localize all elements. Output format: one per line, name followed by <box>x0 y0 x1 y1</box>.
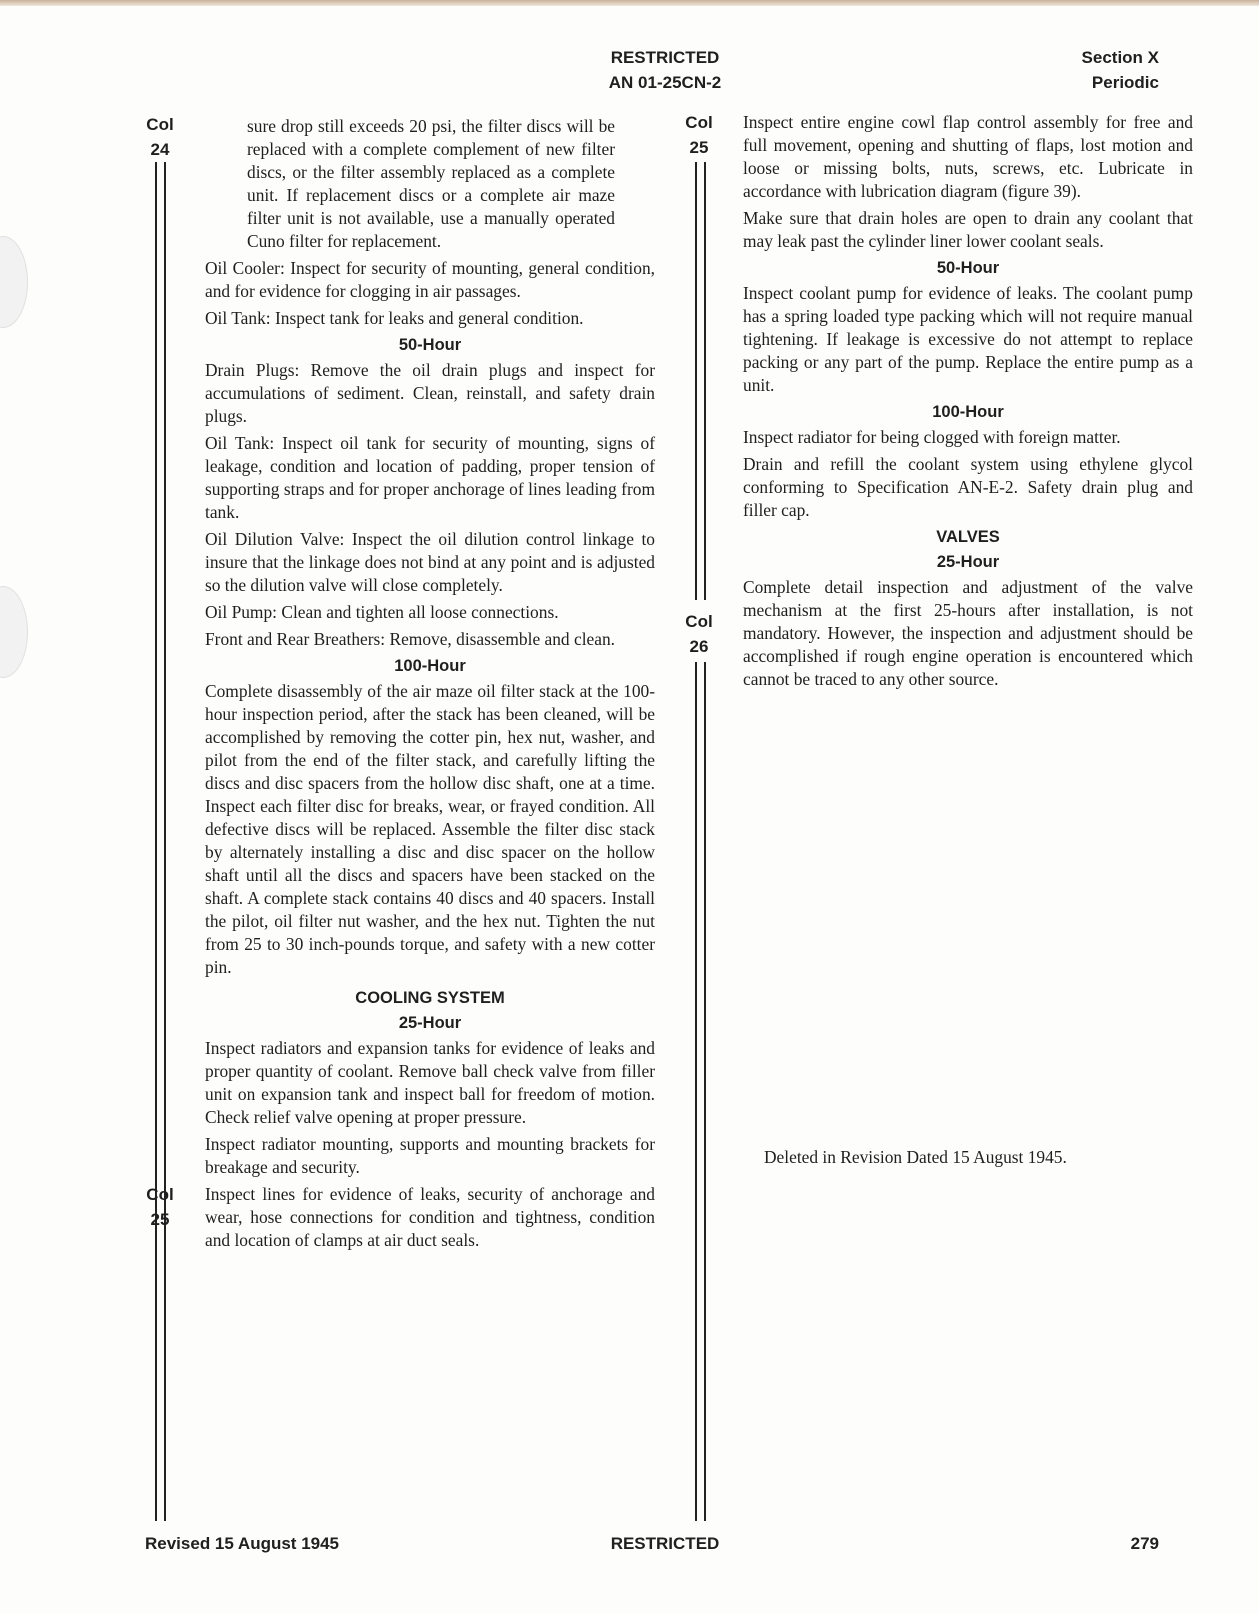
paragraph-filter-disassembly: Complete disassembly of the air maze oil filter stack at the 100-hour inspection period, after the stack has been cleaned, will be accomplished by removing the cotter pin, hex nut, washer, and pilot from the end of the filter stack, and carefully lifting the discs and disc spacers from the hollow disc shaft, one at a time. Inspect each filter disc for breaks, wear, or frayed condition. All defective discs will be replaced. Assemble the filter disc stack by alternately installing a disc and disc spacer on the hollow shaft until all the discs and spacers have been stacked on the shaft. A complete stack contains 40 discs and 40 spacers. Install the pilot, oil filter nut washer, and the hex nut. Tighten the nut from 25 to 30 inch-pounds torque, and safety with a new cotter pin. <box>205 681 655 977</box>
header-section: Section X <box>1081 48 1159 67</box>
col-number: 24 <box>150 140 170 159</box>
footer-classification: RESTRICTED <box>610 1534 720 1553</box>
paragraph-drain-holes: Make sure that drain holes are open to drain any coolant that may leak past the cylinder liner lower coolant seals. <box>743 208 1193 251</box>
paragraph-coolant-pump: Inspect coolant pump for evidence of leaks. The coolant pump has a spring loaded type packing which will not require manual tightening. If leakage is excessive do not attempt to replace packing or any part of the pump. Replace the entire pump as a unit. <box>743 283 1193 395</box>
header-classification: RESTRICTED <box>610 48 720 67</box>
paragraph-drain-plugs: Drain Plugs: Remove the oil drain plugs and inspect for accumulations of sediment. Clean, reinstall, and safety drain plugs. <box>205 360 655 426</box>
change-bar-left-bottom <box>155 1236 166 1521</box>
col-number: 25 <box>689 138 709 157</box>
left-column <box>205 115 655 1256</box>
binder-hole <box>0 586 28 678</box>
right-column <box>743 111 1193 695</box>
change-bar-right-top <box>695 162 706 600</box>
header-doc-number: AN 01-25CN-2 <box>608 73 722 92</box>
change-bar-right-bottom <box>695 662 706 1521</box>
col-marker-right-top <box>679 110 719 160</box>
paragraph-oil-tank: Oil Tank: Inspect tank for leaks and general condition. <box>205 308 584 328</box>
heading-valves: VALVES <box>936 528 1000 546</box>
paragraph-valve-inspection: Complete detail inspection and adjustment of the valve mechanism at the first 25-hours after installation, is not mandatory. However, the inspection and adjustment should be accomplished if rough engine operation is encountered which cannot be traced to any other source. <box>743 577 1193 689</box>
col-label: Col <box>685 113 713 132</box>
subheading-50-hour: 50-Hour <box>398 336 462 354</box>
change-bar-left-top <box>155 162 166 1304</box>
page-number: 279 <box>1130 1534 1159 1553</box>
paragraph-lines: Inspect lines for evidence of leaks, security of anchorage and wear, hose connections for condition and tightness, condition and location of clamps at air duct seals. <box>205 1184 655 1250</box>
binder-hole <box>0 236 28 328</box>
col-number: 25 <box>150 1210 170 1229</box>
col-label: Col <box>685 612 713 631</box>
paragraph-drain-refill: Drain and refill the coolant system using ethylene glycol conforming to Specification AN-E-2. Safety drain plug and filler cap. <box>743 454 1193 520</box>
subheading-100-hour: 100-Hour <box>394 657 466 675</box>
footer-revised: Revised 15 August 1945 <box>145 1534 340 1553</box>
subheading-50-hour: 50-Hour <box>936 259 1000 277</box>
paragraph-radiator-mounting: Inspect radiator mounting, supports and mounting brackets for breakage and security. <box>205 1134 655 1177</box>
page-top-edge <box>0 0 1259 6</box>
paragraph-breathers: Front and Rear Breathers: Remove, disassemble and clean. <box>205 629 616 649</box>
paragraph-radiators: Inspect radiators and expansion tanks for evidence of leaks and proper quantity of coolant. Remove ball check valve from filler unit on expansion tank and inspect ball for freedom of motion. Check relief valve opening at proper pressure. <box>205 1038 655 1127</box>
col-marker-left-bottom <box>140 1182 180 1232</box>
paragraph-radiator-clogged: Inspect radiator for being clogged with foreign matter. <box>743 427 1121 447</box>
header-section-name: Periodic <box>1091 73 1159 92</box>
deleted-note: Deleted in Revision Dated 15 August 1945. <box>764 1147 1067 1167</box>
col-marker-left-top <box>140 112 180 162</box>
subheading-25-hour: 25-Hour <box>936 553 1000 571</box>
col-marker-right-middle <box>679 609 719 659</box>
subheading-25-hour: 25-Hour <box>398 1014 462 1032</box>
col-label: Col <box>146 1185 174 1204</box>
paragraph-oil-pump: Oil Pump: Clean and tighten all loose connections. <box>205 602 559 622</box>
paragraph-cowl-flap: Inspect entire engine cowl flap control assembly for free and full movement, opening and shutting of flaps, lost motion and loose or missing bolts, nuts, screws, etc. Lubricate in accordance with lubrication diagram (figure 39). <box>743 112 1193 201</box>
heading-cooling-system: COOLING SYSTEM <box>355 989 505 1007</box>
paragraph-filter-continued: sure drop still exceeds 20 psi, the filter discs will be replaced with a complete complement of new filter discs, or the filter assembly replaced as a complete unit. If replacement discs or a complete air maze filter unit is not available, use a manually operated Cuno filter for replacement. <box>247 116 615 251</box>
col-number: 26 <box>689 637 709 656</box>
paragraph-oil-cooler: Oil Cooler: Inspect for security of mounting, general condition, and for evidence for clogging in air passages. <box>205 258 655 301</box>
paragraph-oil-dilution-valve: Oil Dilution Valve: Inspect the oil dilution control linkage to insure that the linkage does not bind at any point and is adjusted so the dilution valve will close completely. <box>205 529 655 595</box>
col-label: Col <box>146 115 174 134</box>
subheading-100-hour: 100-Hour <box>932 403 1004 421</box>
paragraph-oil-tank-mounting: Oil Tank: Inspect oil tank for security of mounting, signs of leakage, condition and location of padding, proper tension of supporting straps and for proper anchorage of lines leading from tank. <box>205 433 655 522</box>
